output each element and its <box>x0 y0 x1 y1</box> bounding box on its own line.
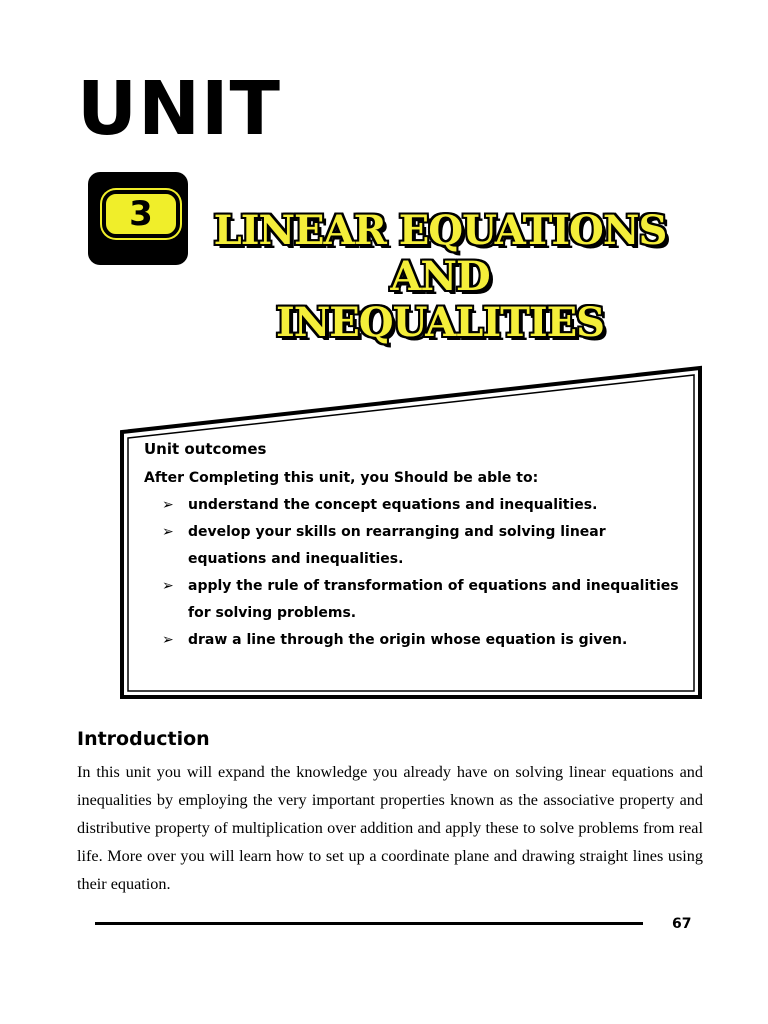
list-item <box>162 573 684 627</box>
outcomes-lead: After Completing this unit, you Should be able to: <box>144 470 539 486</box>
chapter-title-line: INEQUALITIES <box>276 299 604 346</box>
arrow-bullet-icon: ➢ <box>162 497 174 513</box>
unit-heading: UNIT <box>77 66 282 152</box>
outcome-text: draw a line through the origin whose equation is given. <box>188 632 628 648</box>
outcome-text: apply the rule of transformation of equations and inequalities for solving problems. <box>188 578 679 621</box>
list-item <box>162 492 684 519</box>
arrow-bullet-icon: ➢ <box>162 632 174 648</box>
unit-outcomes-box <box>144 440 684 654</box>
chapter-title-line: LINEAR EQUATIONS <box>213 207 667 254</box>
list-item <box>162 519 684 573</box>
footer-divider <box>95 922 643 925</box>
page-number: 67 <box>672 916 692 932</box>
introduction-heading: Introduction <box>77 728 210 750</box>
outcomes-list <box>144 492 684 654</box>
arrow-bullet-icon: ➢ <box>162 524 174 540</box>
unit-number: 3 <box>102 190 180 238</box>
chapter-title-line: AND <box>390 253 490 300</box>
list-item <box>162 627 684 654</box>
outcome-text: develop your skills on rearranging and solving linear equations and inequalities. <box>188 524 606 567</box>
introduction-paragraph: In this unit you will expand the knowledge you already have on solving linear equations and inequalities by employing the very important properties known as the associative property and distributive property of multiplication over addition and apply these to solve problems from real life. More over you will learn how to set up a coordinate plane and drawing straight lines using their equation. <box>77 763 703 893</box>
arrow-bullet-icon: ➢ <box>162 578 174 594</box>
outcome-text: understand the concept equations and inequalities. <box>188 497 598 513</box>
outcomes-heading: Unit outcomes <box>144 440 267 458</box>
